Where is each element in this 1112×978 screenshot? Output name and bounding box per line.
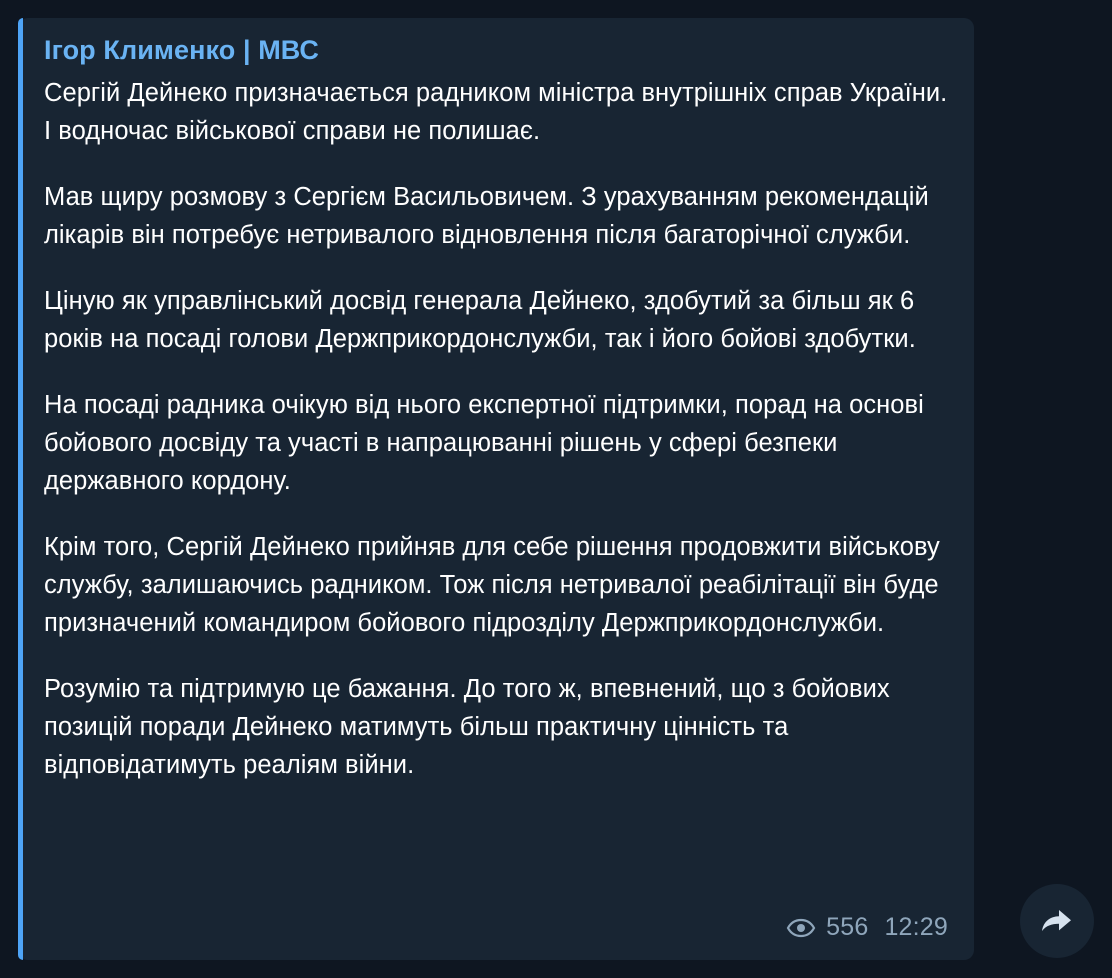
message-bubble[interactable] — [18, 18, 974, 960]
message-paragraph: Крім того, Сергій Дейнеко прийняв для себе рішення продовжити військову службу, залишаючись радником. Тож після нетривалої реабілітації він буде призначений командиром бойового підрозділу Держприкордонслужби. — [44, 533, 940, 638]
share-arrow-icon — [1039, 906, 1075, 936]
message-timestamp: 12:29 — [884, 913, 948, 941]
message-paragraph: Розумію та підтримую це бажання. До того ж, впевнений, що з бойових позицій поради Дейнеко матимуть більш практичну цінність та відповідатимуть реаліям війни. — [44, 675, 890, 780]
message-paragraph: Ціную як управлінський досвід генерала Дейнеко, здобутий за більш як 6 років на посаді голови Держприкордонслужби, так і його бойові здобутки. — [44, 287, 916, 354]
message-meta — [786, 913, 948, 942]
view-count: 556 — [826, 913, 869, 941]
message-author[interactable]: Ігор Клименко | МВС — [44, 35, 319, 65]
message-paragraph: На посаді радника очікую від нього експертної підтримки, порад на основі бойового досвіду та участі в напрацюванні рішень у сфері безпеки державного кордону. — [44, 391, 924, 496]
message-paragraph: Мав щиру розмову з Сергієм Васильовичем. З урахуванням рекомендацій лікарів він потребує нетривалого відновлення після багаторічної служби. — [44, 183, 929, 250]
eye-icon — [786, 918, 816, 938]
message-text — [44, 74, 952, 784]
message-paragraph: Сергій Дейнеко призначається радником міністра внутрішніх справ України. І водночас військової справи не полишає. — [44, 79, 948, 146]
message-accent-bar — [18, 18, 23, 960]
share-button[interactable] — [1020, 884, 1094, 958]
